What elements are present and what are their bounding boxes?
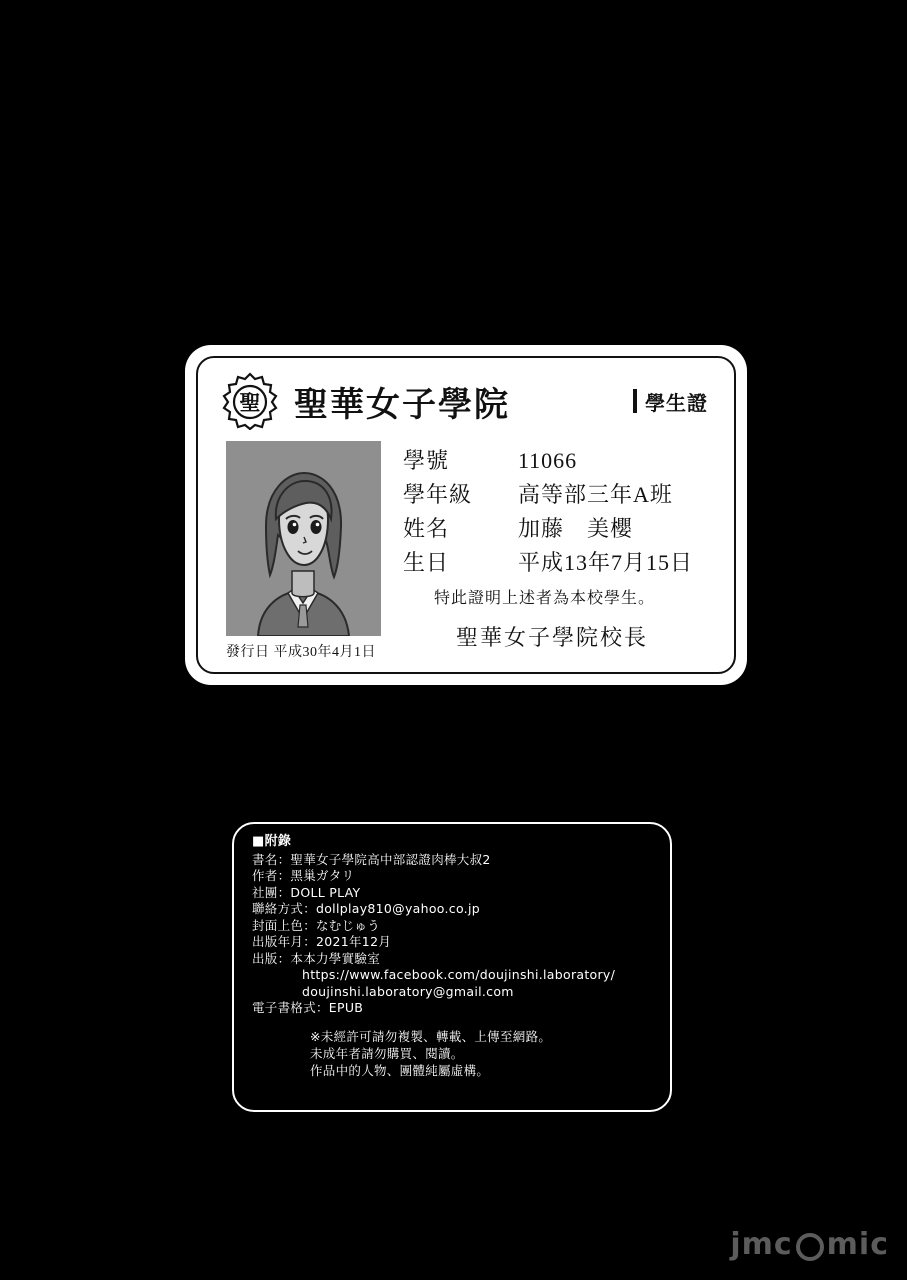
field-row [403, 478, 716, 509]
colophon-box [232, 822, 672, 1112]
card-type-label [633, 387, 714, 416]
field-label-student-number: 學號 [403, 448, 450, 473]
school-name: 聖華女子學院 [294, 386, 510, 424]
principal-signature: 聖華女子學院校長 [456, 625, 649, 650]
colophon-line-cover-color: 封面上色：なむじゅう [252, 917, 381, 933]
field-label-name: 姓名 [403, 516, 450, 541]
student-fields [403, 444, 716, 580]
field-value-name: 加藤 美櫻 [518, 516, 634, 541]
issue-date: 發行日 平成30年4月1日 [226, 645, 376, 660]
note-line: 作品中的人物、團體純屬虛構。 [310, 1062, 490, 1078]
watermark-o-icon [796, 1233, 824, 1261]
field-value-grade: 高等部三年A班 [518, 482, 673, 507]
colophon-line-publisher: 出版：本本力學實驗室 [252, 950, 381, 966]
site-watermark [730, 1227, 889, 1262]
watermark-text-after: mic [826, 1227, 889, 1262]
school-seal-icon [220, 372, 280, 430]
colophon-line-publish-date: 出版年月：2021年12月 [252, 934, 392, 949]
field-row [403, 512, 716, 543]
certification-text: 特此證明上述者為本校學生。 [434, 590, 656, 607]
colophon-line-title: 書名：聖華女子學院高中部認證肉棒大叔2 [252, 851, 491, 867]
colophon-line-author: 作者：黑巢ガタリ [252, 868, 355, 883]
field-label-grade: 學年級 [403, 482, 473, 507]
colophon-line-circle: 社團：DOLL PLAY [252, 884, 361, 900]
colophon-line-facebook-url[interactable]: https://www.facebook.com/doujinshi.laboratory/ [302, 967, 616, 982]
note-line: 未成年者請勿購買、閱讀。 [310, 1045, 464, 1061]
student-id-card [185, 345, 747, 685]
card-header [220, 370, 714, 432]
field-row [403, 444, 716, 475]
colophon-line-email[interactable]: doujinshi.laboratory@gmail.com [302, 983, 514, 999]
field-value-birthday: 平成13年7月15日 [518, 550, 694, 575]
colophon-notes [252, 1028, 660, 1079]
colophon-body [252, 834, 660, 1079]
watermark-text-before: jmc [730, 1227, 793, 1262]
card-type-bar [633, 389, 637, 413]
card-type-text: 學生證 [645, 392, 708, 415]
colophon-line-ebook-format: 電子書格式：EPUB [252, 1000, 364, 1015]
appendix-title: ■附錄 [252, 834, 292, 849]
field-label-birthday: 生日 [403, 550, 450, 575]
student-id-card-border [196, 356, 736, 674]
note-line: ※未經許可請勿複製、轉載、上傳至網路。 [310, 1028, 552, 1044]
field-row [403, 546, 716, 577]
field-value-student-number: 11066 [518, 448, 578, 473]
colophon-line-contact: 聯絡方式：dollplay810@yahoo.co.jp [252, 901, 480, 916]
student-photo [226, 441, 381, 636]
svg-text:聖: 聖 [239, 391, 261, 415]
